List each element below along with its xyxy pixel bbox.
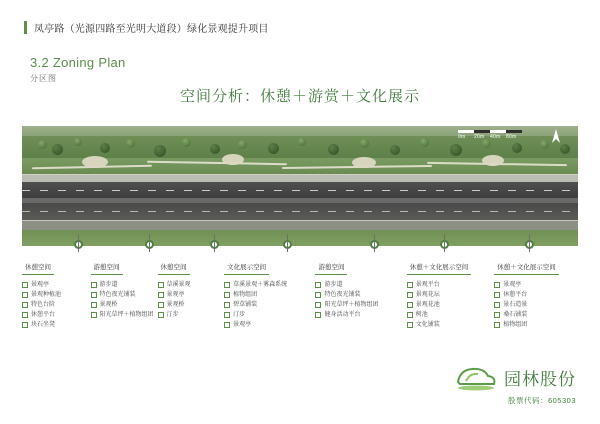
square-bullet-icon <box>494 312 500 318</box>
list-item <box>494 280 574 290</box>
legend <box>22 256 578 330</box>
legend-item-label: 植物组团 <box>233 292 258 298</box>
square-bullet-icon <box>91 302 97 308</box>
list-item <box>315 310 402 320</box>
list-item <box>315 290 402 300</box>
plan-tree <box>360 139 369 148</box>
legend-item-label: 特色夜光铺装 <box>99 292 136 298</box>
scale-tick <box>458 130 474 133</box>
plan-leader-line-6 <box>444 234 445 252</box>
legend-title: 休憩空间 <box>22 260 54 275</box>
legend-list <box>315 280 402 320</box>
legend-item-label: 块石坐凳 <box>31 322 56 328</box>
square-bullet-icon <box>22 322 28 328</box>
list-item <box>158 310 221 320</box>
legend-item-label: 文化铺装 <box>415 322 440 328</box>
square-bullet-icon <box>407 322 413 328</box>
list-item <box>224 280 311 290</box>
list-item <box>22 310 87 320</box>
list-item <box>158 300 221 310</box>
square-bullet-icon <box>407 312 413 318</box>
square-bullet-icon <box>224 322 230 328</box>
plan-leader-line-7 <box>529 234 530 252</box>
legend-item-label: 景观平台 <box>415 282 440 288</box>
legend-item-label: 健身活动平台 <box>324 312 361 318</box>
legend-item-label: 景观桥 <box>99 302 118 308</box>
square-bullet-icon <box>494 282 500 288</box>
plan-tree <box>298 138 306 146</box>
plan-leader-line-3 <box>214 234 215 252</box>
legend-list <box>407 280 491 330</box>
plan-leader-line-1 <box>78 234 79 252</box>
legend-item-label: 汀步 <box>233 312 246 318</box>
project-title: 凤亭路（光源四路至光明大道段）绿化景观提升项目 <box>34 24 269 35</box>
square-bullet-icon <box>224 282 230 288</box>
plan-tree <box>420 138 429 147</box>
legend-item-label: 景观亭 <box>503 282 522 288</box>
square-bullet-icon <box>158 302 164 308</box>
plan-tree <box>100 143 110 153</box>
legend-item-label: 阳光草坪＋植物组团 <box>324 302 379 308</box>
list-item <box>91 310 154 320</box>
legend-item-label: 景观种植池 <box>31 292 62 298</box>
square-bullet-icon <box>224 302 230 308</box>
scale-tick <box>490 130 506 133</box>
legend-item-label: 景观亭 <box>166 292 185 298</box>
plan-tree <box>540 140 549 149</box>
legend-item-label: 特色夜光铺装 <box>324 292 361 298</box>
legend-item-label: 景观亭 <box>233 322 252 328</box>
legend-item-label: 休憩平台 <box>503 292 528 298</box>
legend-title: 休憩空间 <box>158 260 190 275</box>
square-bullet-icon <box>494 322 500 328</box>
list-item <box>91 300 154 310</box>
list-item <box>494 310 574 320</box>
list-item <box>407 300 491 310</box>
plan-band-south-green <box>22 230 578 246</box>
legend-column-4 <box>224 256 315 330</box>
logo-mark-icon <box>454 362 498 392</box>
legend-item-label: 桑石铺装 <box>503 312 528 318</box>
list-item <box>315 280 402 290</box>
square-bullet-icon <box>158 282 164 288</box>
plan-plaza <box>352 157 376 168</box>
list-item <box>407 310 491 320</box>
square-bullet-icon <box>91 312 97 318</box>
plan-plaza <box>482 155 504 166</box>
plan-tree <box>512 143 522 153</box>
legend-item-label: 特色台阶 <box>31 302 56 308</box>
section-number: 3.2 Zoning Plan <box>30 55 126 70</box>
square-bullet-icon <box>22 282 28 288</box>
legend-item-label: 景石造景 <box>503 302 528 308</box>
plan-tree <box>390 145 400 155</box>
plan-tree <box>38 140 47 149</box>
legend-item-label: 景观花池 <box>415 302 440 308</box>
section-subtitle: 分区图 <box>30 74 57 83</box>
square-bullet-icon <box>315 292 321 298</box>
plan-plaza <box>222 154 244 165</box>
list-item <box>91 290 154 300</box>
square-bullet-icon <box>158 292 164 298</box>
legend-item-label: 景观花坛 <box>415 292 440 298</box>
list-item <box>91 280 154 290</box>
legend-column-1 <box>22 256 91 330</box>
plan-tree <box>328 144 339 155</box>
legend-item-label: 游步道 <box>324 282 343 288</box>
legend-list <box>158 280 221 320</box>
legend-item-label: 汀步 <box>166 312 179 318</box>
page-title: 空间分析：休憩＋游赏＋文化展示 <box>179 88 420 105</box>
legend-title: 游憩空间 <box>91 260 123 275</box>
legend-item-label: 植物组团 <box>503 322 528 328</box>
legend-list <box>22 280 87 330</box>
plan-band-sidewalk-south <box>22 220 578 230</box>
legend-list <box>224 280 311 330</box>
square-bullet-icon <box>91 292 97 298</box>
scale-bar <box>458 130 522 140</box>
plan-tree <box>74 138 82 146</box>
plan-plaza <box>82 156 108 168</box>
square-bullet-icon <box>158 312 164 318</box>
logo-mark-svg <box>454 362 498 392</box>
plan-tree <box>154 145 166 157</box>
plan-band-sidewalk-north <box>22 174 578 182</box>
legend-title: 文化展示空间 <box>224 260 269 275</box>
square-bullet-icon <box>494 292 500 298</box>
square-bullet-icon <box>91 282 97 288</box>
square-bullet-icon <box>22 302 28 308</box>
header-accent-bar <box>24 21 27 34</box>
square-bullet-icon <box>407 302 413 308</box>
plan-leader-line-2 <box>149 234 150 252</box>
legend-list <box>91 280 154 320</box>
list-item <box>315 300 402 310</box>
legend-title: 休憩＋文化展示空间 <box>407 260 472 275</box>
list-item <box>22 280 87 290</box>
legend-item-label: 树池 <box>415 312 428 318</box>
scale-label-20: 20m <box>474 134 485 140</box>
list-item <box>224 300 311 310</box>
north-arrow-svg <box>550 128 562 144</box>
plan-tree <box>238 140 247 149</box>
legend-column-5 <box>315 256 406 330</box>
stock-code: 股票代码：605303 <box>507 396 576 405</box>
brand-name: 园林股份 <box>504 369 576 389</box>
square-bullet-icon <box>22 312 28 318</box>
plan-leader-line-4 <box>287 234 288 252</box>
square-bullet-icon <box>224 292 230 298</box>
plan-tree <box>182 138 191 147</box>
plan-curb-line-north <box>22 174 578 175</box>
legend-item-label: 景观桥 <box>166 302 185 308</box>
plan-tree <box>482 139 491 148</box>
square-bullet-icon <box>407 292 413 298</box>
company-logo <box>454 362 576 406</box>
north-arrow-icon <box>550 128 562 146</box>
list-item <box>494 320 574 330</box>
square-bullet-icon <box>315 312 321 318</box>
plan-tree <box>268 143 279 154</box>
plan-curb-line-south <box>22 220 578 221</box>
list-item <box>224 310 311 320</box>
square-bullet-icon <box>22 292 28 298</box>
list-item <box>22 320 87 330</box>
legend-title: 休憩＋文化展示空间 <box>494 260 559 275</box>
scale-tick <box>506 130 522 133</box>
legend-column-2 <box>91 256 158 330</box>
list-item <box>224 290 311 300</box>
scale-label-0: 0m <box>458 134 466 140</box>
list-item <box>224 320 311 330</box>
plan-leader-line-5 <box>374 234 375 252</box>
list-item <box>407 290 491 300</box>
plan-tree <box>450 144 462 156</box>
legend-column-3 <box>158 256 225 330</box>
list-item <box>22 290 87 300</box>
legend-item-label: 碧草铺装 <box>233 302 258 308</box>
legend-item-label: 休憩平台 <box>31 312 56 318</box>
legend-item-label: 阳光草坪＋植物组团 <box>99 312 154 318</box>
plan-tree <box>52 144 63 155</box>
square-bullet-icon <box>224 312 230 318</box>
plan-tree <box>126 139 135 148</box>
plan-tree <box>210 144 220 154</box>
scale-label-40: 40m <box>490 134 501 140</box>
plan-lane-marking-south <box>22 211 578 212</box>
legend-item-label: 草溪景观 <box>166 282 191 288</box>
square-bullet-icon <box>315 282 321 288</box>
list-item <box>407 280 491 290</box>
header <box>24 20 269 35</box>
scale-tick <box>474 130 490 133</box>
square-bullet-icon <box>407 282 413 288</box>
legend-column-7 <box>494 256 578 330</box>
legend-item-label: 游步道 <box>99 282 118 288</box>
square-bullet-icon <box>494 302 500 308</box>
list-item <box>407 320 491 330</box>
list-item <box>494 290 574 300</box>
scale-label-80: 80m <box>506 134 517 140</box>
list-item <box>158 280 221 290</box>
legend-title: 游憩空间 <box>315 260 347 275</box>
list-item <box>22 300 87 310</box>
plan-lane-marking-north <box>22 190 578 191</box>
list-item <box>158 290 221 300</box>
square-bullet-icon <box>315 302 321 308</box>
legend-item-label: 草溪景观＋雾森系统 <box>233 282 288 288</box>
list-item <box>494 300 574 310</box>
zoning-plan-image <box>22 126 578 246</box>
legend-item-label: 景观亭 <box>31 282 50 288</box>
legend-list <box>494 280 574 330</box>
legend-column-6 <box>407 256 495 330</box>
